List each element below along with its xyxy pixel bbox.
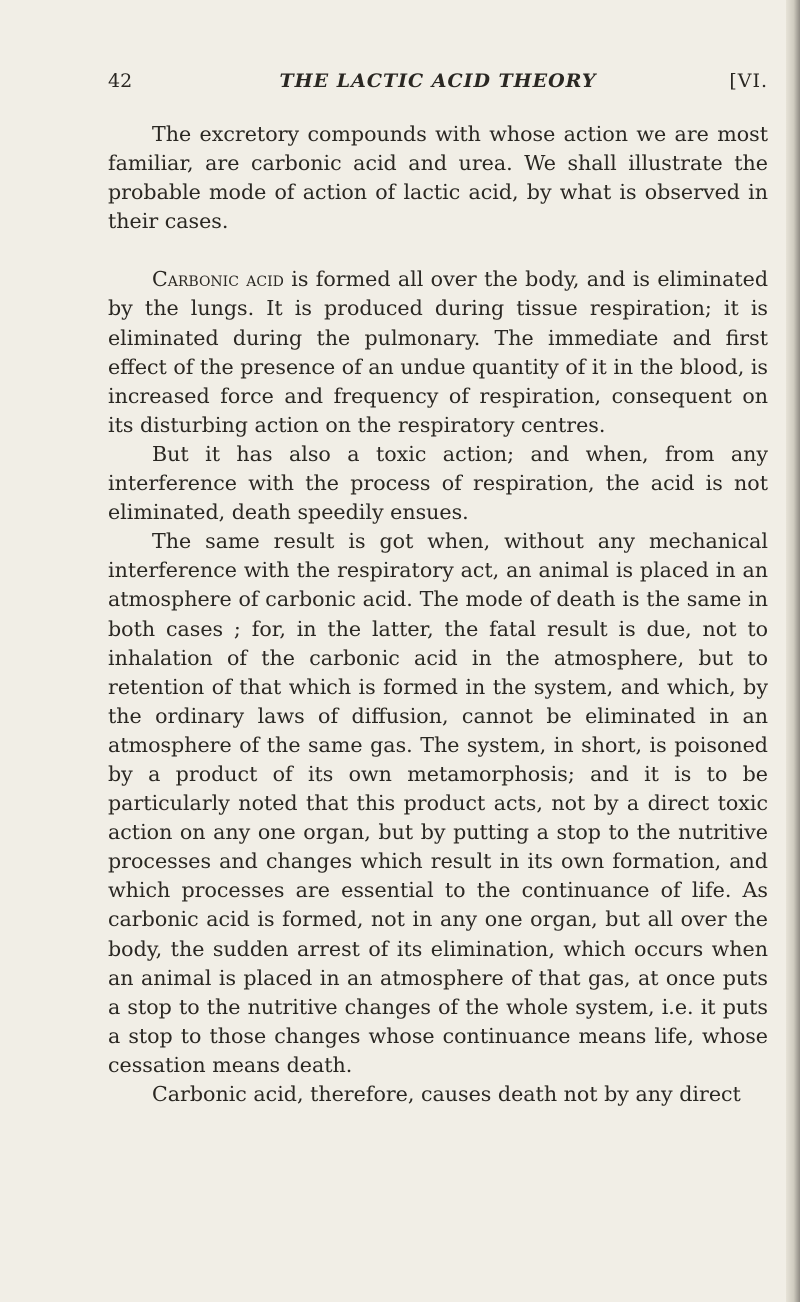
- paragraph-lead: Carbonic acid: [152, 267, 284, 292]
- paragraph-text: Carbonic acid, therefore, causes death not by any direct: [152, 1082, 741, 1106]
- paragraph: [108, 527, 768, 1080]
- paragraph-text: The excretory compounds with whose action we are most familiar, are carbonic acid and urea. We shall illustrate the probable mode of action of lactic acid, by what is observed in their cases.: [108, 122, 768, 234]
- paragraph: [108, 440, 768, 527]
- page-edge-shadow: [786, 0, 800, 1302]
- paragraph-text: But it has also a toxic action; and when, from any interference with the process of respiration, the acid is not eliminated, death speedily ensues.: [108, 441, 768, 525]
- paragraph-text: The same result is got when, without any mechanical interference with the respiratory act, an animal is placed in an atmosphere of carbonic acid. The mode of death is the same in both cases ; for, in the latter, the fatal result is due, not to inhalation of the carbonic acid in the atmosphere, but to retention of that which is formed in the system, and which, by the ordinary laws of diffusion, cannot be eliminated in an atmosphere of the same gas. The system, in short, is poisoned by a product of its own metamorphosis; and it is to be particularly noted that this product acts, not by a direct toxic action on any one organ, but by putting a stop to the nutritive processes and changes which result in its own formation, and which processes are essential to the continuance of life. As carbonic acid is formed, not in any one organ, but all over the body, the sudden arrest of its elimination, which occurs when an animal is placed in an atmosphere of that gas, at once puts a stop to the nutritive changes of the whole system, i.e. it puts a stop to those changes whose continuance means life, whose cessation means death.: [108, 529, 768, 1077]
- paragraph-text: is formed all over the body, and is eliminated by the lungs. It is produced during tissue respiration; it is eliminated during the pulmonary. The immediate and first effect of the presence of an undue quantity of it in the blood, is increased force and frequency of respiration, consequent on its disturbing action on the respiratory centres.: [108, 267, 769, 437]
- running-title: THE LACTIC ACID THEORY: [279, 70, 597, 92]
- page-number: 42: [108, 70, 133, 92]
- paragraph: [108, 120, 768, 236]
- paragraph: [108, 265, 768, 440]
- paragraph: [108, 1080, 768, 1109]
- body-text: [108, 120, 768, 1109]
- section-mark: [VI.: [729, 70, 768, 92]
- page-header: [108, 70, 768, 102]
